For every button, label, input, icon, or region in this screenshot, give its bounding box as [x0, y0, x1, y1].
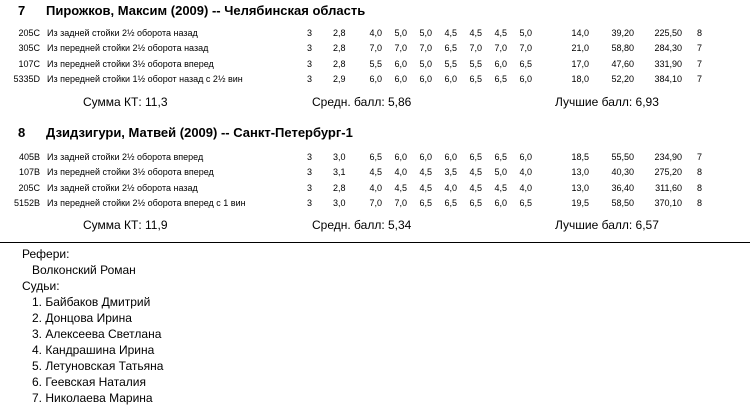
dive-difficulty: 2,8 [333, 182, 346, 193]
judges-label: Судьи: [22, 279, 60, 293]
judge-score: 4,0 [369, 27, 382, 38]
athlete-name: Пирожков, Максим (2009) -- Челябинская область [46, 3, 366, 18]
dive-group: 3 [307, 182, 313, 193]
referee-label: Рефери: [22, 247, 70, 261]
officials-block [22, 247, 163, 407]
dive-difficulty: 2,8 [333, 27, 346, 38]
judge-score: 4,5 [494, 182, 507, 193]
judge-score: 6,0 [394, 74, 407, 85]
best-score-summary: Лучшие балл: 6,93 [555, 95, 659, 109]
dive-row [2, 196, 702, 212]
dive-row [2, 72, 702, 88]
running-total: 275,20 [654, 167, 682, 178]
judge-list-item: 3. Алексеева Светлана [32, 327, 162, 341]
judge-score: 6,0 [494, 58, 507, 69]
judge-score: 4,0 [444, 182, 457, 193]
judge-score: 6,5 [519, 198, 532, 209]
judge-score: 4,5 [469, 167, 482, 178]
athlete-place: 8 [18, 125, 26, 140]
judge-score: 5,0 [419, 27, 432, 38]
dive-row [2, 56, 702, 72]
judge-score: 6,5 [469, 74, 482, 85]
dive-points: 52,20 [611, 74, 634, 85]
dive-code: 305C [18, 43, 40, 54]
average-score-summary: Средн. балл: 5,34 [312, 218, 412, 232]
raw-score: 21,0 [571, 43, 589, 54]
dive-difficulty: 2,8 [333, 43, 346, 54]
judge-score: 6,0 [494, 198, 507, 209]
judge-score: 6,0 [369, 74, 382, 85]
dive-description: Из передней стойки 3½ оборота вперед [47, 58, 214, 69]
judge-score: 6,0 [519, 74, 532, 85]
dive-group: 3 [307, 151, 313, 162]
judge-score: 7,0 [469, 43, 482, 54]
judge-score: 4,5 [469, 182, 482, 193]
judge-score: 5,0 [419, 58, 432, 69]
running-total: 384,10 [654, 74, 682, 85]
referee-name: Волконский Роман [32, 263, 136, 277]
running-place: 7 [696, 43, 702, 54]
raw-score: 14,0 [571, 27, 589, 38]
judge-score: 4,5 [494, 27, 507, 38]
judge-score: 7,0 [394, 198, 407, 209]
dive-row [2, 41, 702, 57]
judge-score: 6,5 [494, 74, 507, 85]
dive-description: Из задней стойки 2½ оборота назад [47, 27, 198, 38]
judge-score: 5,0 [519, 27, 532, 38]
average-score-summary: Средн. балл: 5,86 [312, 95, 412, 109]
dive-group: 3 [307, 167, 313, 178]
best-score-summary: Лучшие балл: 6,57 [555, 218, 659, 232]
athlete-header [18, 125, 353, 140]
running-place: 7 [696, 58, 702, 69]
judge-score: 6,0 [394, 58, 407, 69]
dive-description: Из передней стойки 1½ оборот назад с 2½ вин [47, 74, 243, 85]
dive-code: 107B [18, 167, 40, 178]
raw-score: 13,0 [571, 182, 589, 193]
raw-score: 17,0 [571, 58, 589, 69]
judges-sum-summary: Сумма КТ: 11,9 [83, 218, 168, 232]
dive-group: 3 [307, 198, 313, 209]
judge-score: 5,0 [394, 27, 407, 38]
athlete-header [18, 3, 365, 18]
dive-code: 405B [18, 151, 40, 162]
running-total: 284,30 [654, 43, 682, 54]
dive-code: 107C [18, 58, 40, 69]
raw-score: 18,0 [571, 74, 589, 85]
raw-score: 18,5 [571, 151, 589, 162]
dive-difficulty: 3,1 [333, 167, 346, 178]
judge-score: 5,5 [444, 58, 457, 69]
dive-points: 36,40 [611, 182, 634, 193]
dive-description: Из передней стойки 3½ оборота вперед [47, 167, 214, 178]
dive-description: Из задней стойки 2½ оборота назад [47, 182, 198, 193]
judge-score: 7,0 [369, 43, 382, 54]
dive-difficulty: 2,9 [333, 74, 346, 85]
dive-difficulty: 3,0 [333, 151, 346, 162]
judge-score: 5,5 [469, 58, 482, 69]
judge-list-item: 5. Летуновская Татьяна [32, 359, 164, 373]
judge-score: 4,5 [419, 182, 432, 193]
dive-row [2, 25, 702, 41]
judge-score: 4,0 [394, 167, 407, 178]
running-total: 370,10 [654, 198, 682, 209]
dives-table [2, 149, 702, 211]
dive-points: 58,50 [611, 198, 634, 209]
judge-score: 3,5 [444, 167, 457, 178]
dive-points: 40,30 [611, 167, 634, 178]
dive-points: 39,20 [611, 27, 634, 38]
judges-sum-summary: Сумма КТ: 11,3 [83, 95, 168, 109]
judge-score: 6,5 [444, 43, 457, 54]
judge-score: 6,5 [369, 151, 382, 162]
judge-score: 6,0 [419, 74, 432, 85]
athlete-place: 7 [18, 3, 26, 18]
raw-score: 13,0 [571, 167, 589, 178]
judge-score: 7,0 [369, 198, 382, 209]
judge-score: 4,0 [519, 182, 532, 193]
judge-score: 4,5 [369, 167, 382, 178]
judge-score: 6,0 [444, 74, 457, 85]
section-divider [0, 242, 750, 243]
dive-group: 3 [307, 74, 313, 85]
judge-score: 6,5 [444, 198, 457, 209]
judge-score: 6,0 [419, 151, 432, 162]
dive-code: 205C [18, 27, 40, 38]
dive-group: 3 [307, 27, 313, 38]
dive-description: Из передней стойки 2½ оборота назад [47, 43, 209, 54]
judge-list-item: 2. Донцова Ирина [32, 311, 132, 325]
judge-score: 4,5 [419, 167, 432, 178]
dives-table [2, 25, 702, 87]
judge-score: 7,0 [394, 43, 407, 54]
running-place: 8 [696, 198, 702, 209]
running-place: 8 [696, 182, 702, 193]
judge-score: 5,5 [369, 58, 382, 69]
dive-row [2, 180, 702, 196]
judge-list-item: 6. Геевская Наталия [32, 375, 146, 389]
running-place: 7 [696, 151, 702, 162]
running-total: 234,90 [654, 151, 682, 162]
judge-score: 6,0 [444, 151, 457, 162]
dive-description: Из задней стойки 2½ оборота вперед [47, 151, 204, 162]
running-place: 7 [696, 74, 702, 85]
judge-score: 4,0 [519, 167, 532, 178]
judge-score: 4,5 [444, 27, 457, 38]
athlete-name: Дзидзигури, Матвей (2009) -- Санкт-Петербург-1 [46, 125, 353, 140]
judge-list-item: 4. Кандрашина Ирина [32, 343, 155, 357]
judge-score: 4,5 [469, 27, 482, 38]
judge-score: 7,0 [494, 43, 507, 54]
raw-score: 19,5 [571, 198, 589, 209]
dive-difficulty: 2,8 [333, 58, 346, 69]
dive-code: 205C [18, 182, 40, 193]
judge-score: 6,0 [519, 151, 532, 162]
judge-score: 6,5 [519, 58, 532, 69]
running-total: 331,90 [654, 58, 682, 69]
dive-code: 5335D [13, 74, 40, 85]
dive-points: 47,60 [611, 58, 634, 69]
running-total: 311,60 [655, 182, 682, 193]
judge-score: 4,5 [394, 182, 407, 193]
dive-description: Из передней стойки 2½ оборота вперед с 1 вин [47, 198, 246, 209]
judge-score: 6,5 [419, 198, 432, 209]
judge-score: 6,5 [469, 198, 482, 209]
judge-score: 4,0 [369, 182, 382, 193]
dive-points: 55,50 [611, 151, 634, 162]
dive-row [2, 165, 702, 181]
dive-difficulty: 3,0 [333, 198, 346, 209]
dive-group: 3 [307, 43, 313, 54]
judge-list-item: 7. Николаева Марина [32, 391, 153, 405]
dive-code: 5152B [13, 198, 40, 209]
running-place: 8 [696, 167, 702, 178]
judge-score: 7,0 [419, 43, 432, 54]
dive-points: 58,80 [611, 43, 634, 54]
judge-score: 6,5 [469, 151, 482, 162]
judge-score: 5,0 [494, 167, 507, 178]
dive-group: 3 [307, 58, 313, 69]
judge-score: 6,5 [494, 151, 507, 162]
running-total: 225,50 [654, 27, 682, 38]
running-place: 8 [696, 27, 702, 38]
judge-list-item: 1. Байбаков Дмитрий [32, 295, 151, 309]
judge-score: 7,0 [519, 43, 532, 54]
judge-score: 6,0 [394, 151, 407, 162]
dive-row [2, 149, 702, 165]
